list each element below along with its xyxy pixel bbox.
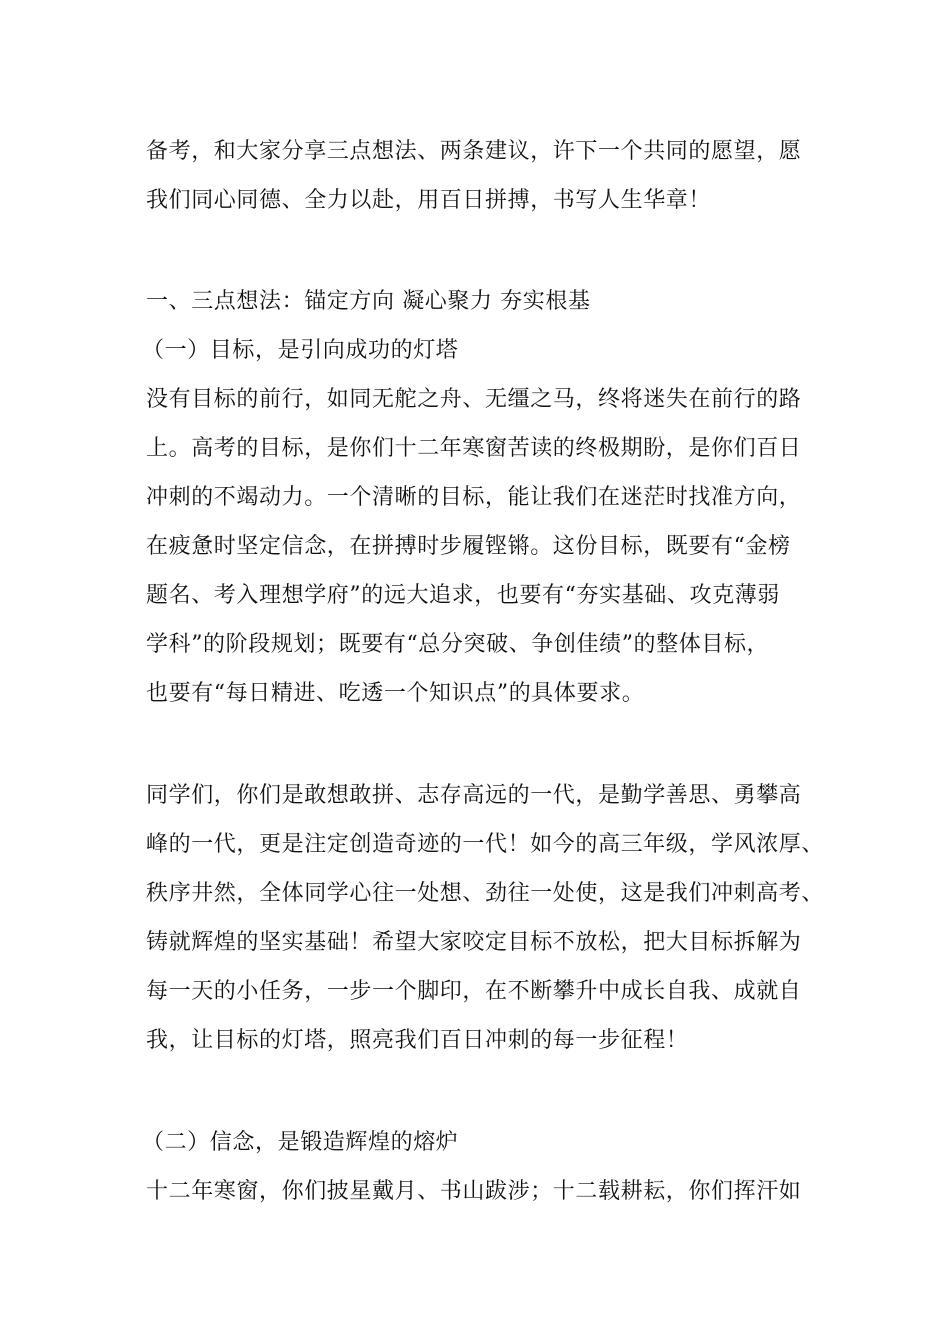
paragraph-line: 铸就辉煌的坚实基础！希望大家咬定目标不放松，把大目标拆解为	[146, 930, 802, 955]
section-heading: 一、三点想法：锚定方向 凝心聚力 夯实根基	[146, 289, 591, 314]
intro-line-1: 备考，和大家分享三点想法、两条建议，许下一个共同的愿望，愿	[146, 139, 802, 164]
paragraph-line: 题名、考入理想学府”的远大追求，也要有“夯实基础、攻克薄弱	[146, 583, 780, 608]
paragraph-line: 十二年寒窗，你们披星戴月、书山跋涉；十二载耕耘，你们挥汗如	[146, 1179, 802, 1204]
intro-line-2: 我们同心同德、全力以赴，用百日拼搏，书写人生华章！	[146, 188, 712, 213]
paragraph-line: 学科”的阶段规划；既要有“总分突破、争创佳绩”的整体目标，	[146, 632, 770, 657]
paragraph-line: 我，让目标的灯塔，照亮我们百日冲刺的每一步征程！	[146, 1028, 689, 1053]
paragraph-line: 峰的一代，更是注定创造奇迹的一代！如今的高三年级，学风浓厚、	[146, 832, 825, 857]
paragraph-line: 同学们，你们是敢想敢拼、志存高远的一代，是勤学善思、勇攀高	[146, 783, 802, 808]
subsection-title-2: （二）信念，是锻造辉煌的熔炉	[142, 1130, 459, 1155]
paragraph-line: 上。高考的目标，是你们十二年寒窗苦读的终极期盼，是你们百日	[146, 436, 802, 461]
paragraph-line: 在疲惫时坚定信念，在拼搏时步履铿锵。这份目标，既要有“金榜	[146, 534, 791, 559]
paragraph-line: 每一天的小任务，一步一个脚印，在不断攀升中成长自我、成就自	[146, 979, 802, 1004]
paragraph-line: 冲刺的不竭动力。一个清晰的目标，能让我们在迷茫时找准方向，	[146, 485, 802, 510]
subsection-title-1: （一）目标，是引向成功的灯塔	[142, 338, 459, 363]
paragraph-line: 没有目标的前行，如同无舵之舟、无缰之马，终将迷失在前行的路	[146, 387, 802, 412]
paragraph-line: 也要有“每日精进、吃透一个知识点”的具体要求。	[146, 681, 645, 706]
paragraph-line: 秩序井然，全体同学心往一处想、劲往一处使，这是我们冲刺高考、	[146, 881, 825, 906]
